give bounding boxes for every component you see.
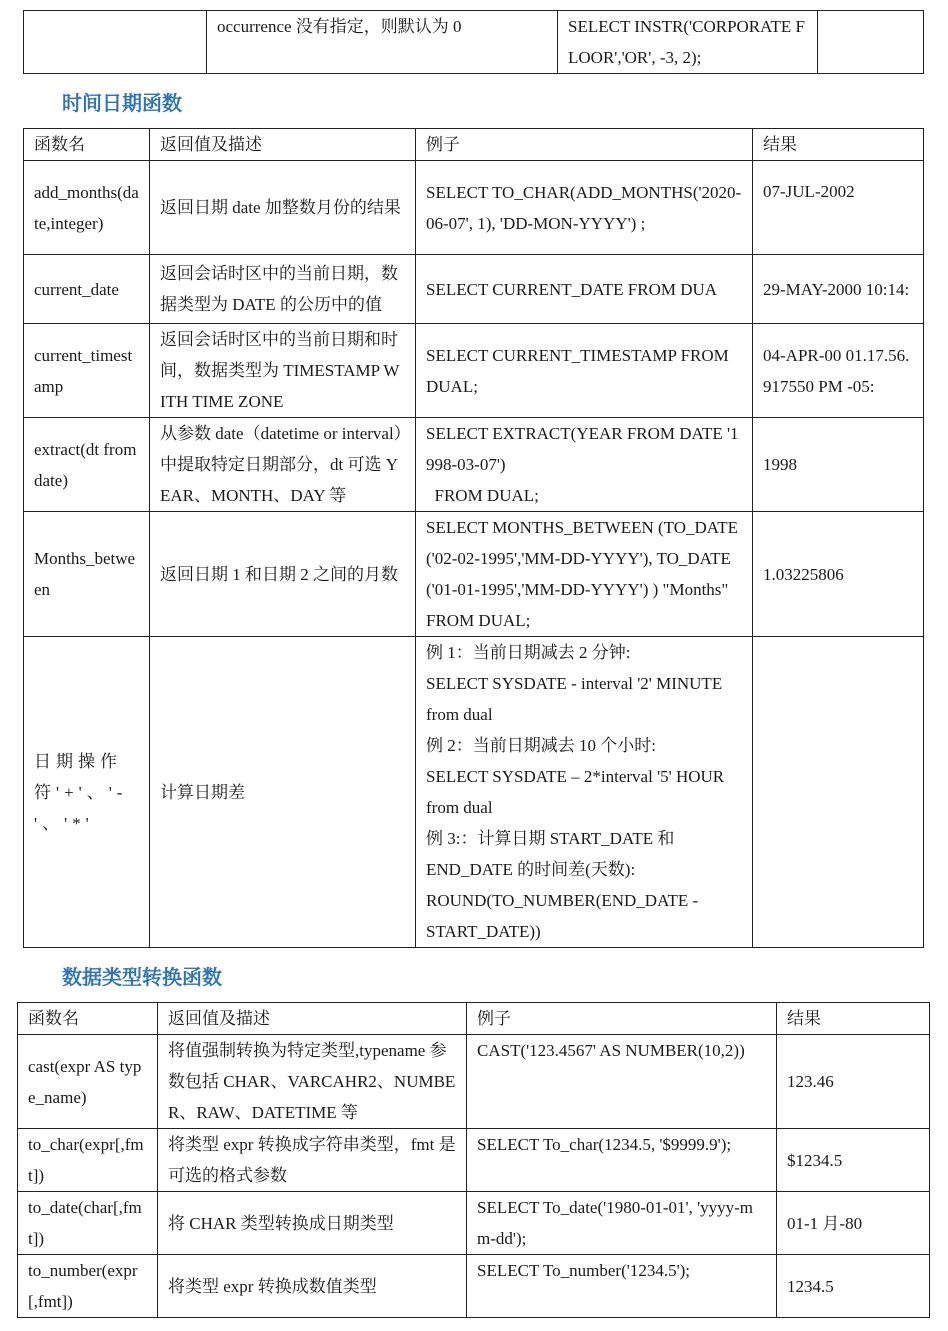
function-name: to_number(expr[,fmt]) — [18, 1255, 158, 1318]
section-heading-conversion: 数据类型转换函数 — [62, 965, 222, 989]
function-desc: 将值强制转换为特定类型,typename 参数包括 CHAR、VARCAHR2、NUMBER、RAW、DATETIME 等 — [158, 1035, 467, 1129]
function-example: SELECT To_char(1234.5, '$9999.9'); — [467, 1129, 777, 1192]
function-name: current_timestamp — [24, 324, 150, 418]
function-example: SELECT CURRENT_TIMESTAMP FROM DUAL; — [416, 324, 753, 418]
function-example: SELECT MONTHS_BETWEEN (TO_DATE('02-02-1995','MM-DD-YYYY'), TO_DATE('01-01-1995','MM-DD-YYYY') ) "Months" FROM DUAL; — [416, 512, 753, 637]
table-row — [24, 255, 924, 324]
function-example: SELECT TO_CHAR(ADD_MONTHS('2020-06-07', 1), 'DD-MON-YYYY') ; — [416, 161, 753, 255]
function-desc: 将类型 expr 转换成数值类型 — [158, 1255, 467, 1318]
header-cell: 结果 — [753, 129, 924, 161]
table-row — [24, 324, 924, 418]
header-cell: 结果 — [777, 1003, 930, 1035]
function-result: 1.03225806 — [753, 512, 924, 637]
function-desc: 返回日期 1 和日期 2 之间的月数 — [150, 512, 416, 637]
table-row — [24, 637, 924, 948]
table-row — [18, 1129, 930, 1192]
function-name: add_months(date,integer) — [24, 161, 150, 255]
function-example: 例 1：当前日期减去 2 分钟: SELECT SYSDATE - interval '2' MINUTE from dual 例 2：当前日期减去 10 个小时: SELECT SYSDATE – 2*interval '5' HOUR from dual 例 3:：计算日期 START_DATE 和 END_DATE 的时间差(天数): ROUND(TO_NUMBER(END_DATE - START_DATE)) — [416, 637, 753, 948]
function-result — [753, 637, 924, 948]
conversion-table — [17, 1002, 930, 1318]
function-example: SELECT EXTRACT(YEAR FROM DATE '1998-03-07') FROM DUAL; — [416, 418, 753, 512]
header-cell: 函数名 — [18, 1003, 158, 1035]
function-result: 04-APR-00 01.17.56.917550 PM -05: — [753, 324, 924, 418]
table-row — [24, 418, 924, 512]
function-example: SELECT CURRENT_DATE FROM DUA — [416, 255, 753, 324]
table-row — [18, 1192, 930, 1255]
function-desc: 返回会话时区中的当前日期和时间，数据类型为 TIMESTAMP WITH TIME ZONE — [150, 324, 416, 418]
function-desc: 将类型 expr 转换成字符串类型，fmt 是可选的格式参数 — [158, 1129, 467, 1192]
function-result: 123.46 — [777, 1035, 930, 1129]
table-row — [24, 161, 924, 255]
function-result: 1234.5 — [777, 1255, 930, 1318]
function-result: 1998 — [753, 418, 924, 512]
table-row — [18, 1255, 930, 1318]
function-result: 29-MAY-2000 10:14: — [753, 255, 924, 324]
function-example: CAST('123.4567' AS NUMBER(10,2)) — [467, 1035, 777, 1129]
function-name: extract(dt from date) — [24, 418, 150, 512]
table-header-row — [24, 129, 924, 161]
function-result: 07-JUL-2002 — [753, 161, 924, 255]
header-cell: 函数名 — [24, 129, 150, 161]
function-name: to_date(char[,fmt]) — [18, 1192, 158, 1255]
function-name: to_char(expr[,fmt]) — [18, 1129, 158, 1192]
header-cell: 例子 — [416, 129, 753, 161]
function-desc: 将 CHAR 类型转换成日期类型 — [158, 1192, 467, 1255]
function-example: SELECT To_date('1980-01-01', 'yyyy-mm-dd'); — [467, 1192, 777, 1255]
header-cell: 返回值及描述 — [150, 129, 416, 161]
datetime-table — [23, 128, 924, 948]
table-cell — [818, 11, 924, 74]
function-example: SELECT To_number('1234.5'); — [467, 1255, 777, 1318]
header-cell: 返回值及描述 — [158, 1003, 467, 1035]
function-desc: 从参数 date（datetime or interval）中提取特定日期部分，dt 可选 YEAR、MONTH、DAY 等 — [150, 418, 416, 512]
function-result: 01-1 月-80 — [777, 1192, 930, 1255]
function-name: cast(expr AS type_name) — [18, 1035, 158, 1129]
header-cell: 例子 — [467, 1003, 777, 1035]
function-result: $1234.5 — [777, 1129, 930, 1192]
table-row — [18, 1035, 930, 1129]
table-row — [24, 11, 924, 74]
table-cell: occurrence 没有指定，则默认为 0 — [207, 11, 558, 74]
function-desc: 返回会话时区中的当前日期，数据类型为 DATE 的公历中的值 — [150, 255, 416, 324]
table-cell — [24, 11, 207, 74]
table-header-row — [18, 1003, 930, 1035]
table-row — [24, 512, 924, 637]
function-desc: 返回日期 date 加整数月份的结果 — [150, 161, 416, 255]
table-cell: SELECT INSTR('CORPORATE FLOOR','OR', -3, 2); — [558, 11, 818, 74]
function-name: 日期操作符'+'、'-'、'*' — [24, 637, 150, 948]
function-name: current_date — [24, 255, 150, 324]
top-table — [23, 10, 924, 74]
function-name: Months_between — [24, 512, 150, 637]
section-heading-datetime: 时间日期函数 — [62, 91, 182, 115]
function-desc: 计算日期差 — [150, 637, 416, 948]
